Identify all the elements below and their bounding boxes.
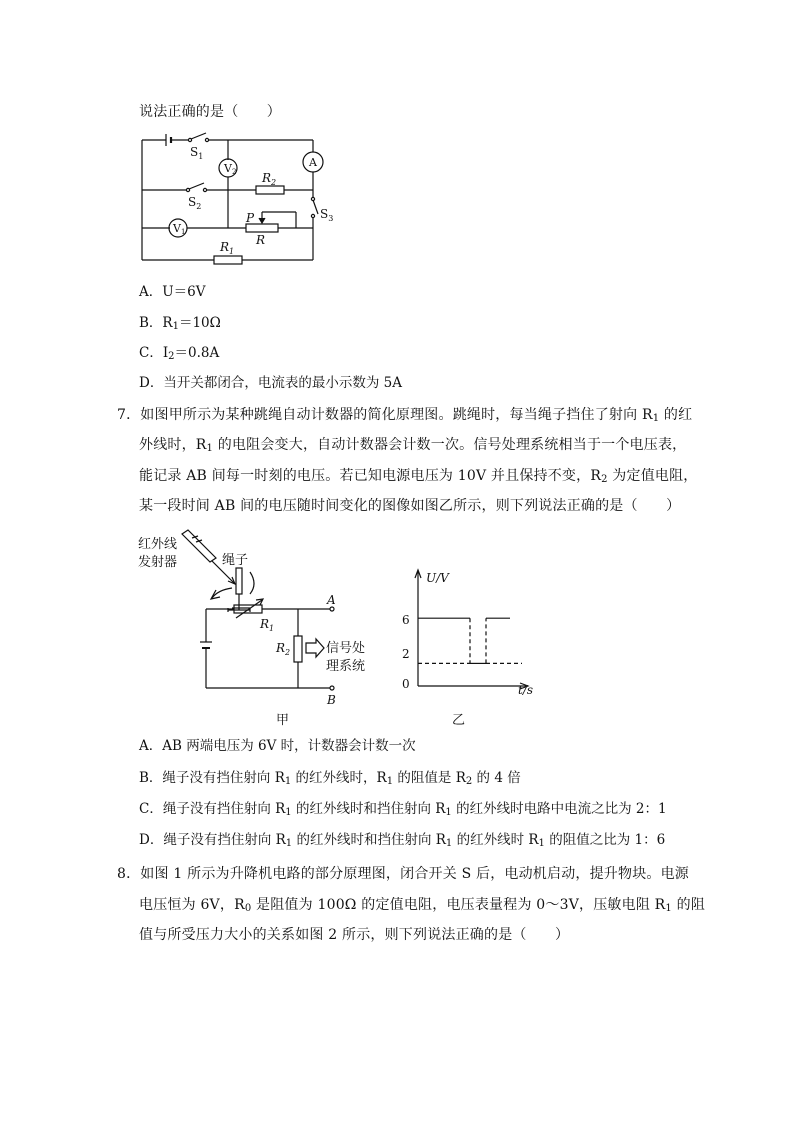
q6-option-a[interactable]: A．U＝6V (139, 284, 206, 300)
q6-s3-label: $S_3$ (320, 207, 334, 223)
q6-option-c[interactable]: C．$I_2=0.8A$ (139, 345, 220, 362)
q6-s2-label: $S_2$ (188, 195, 202, 211)
q6-r2-label: $R_2$ (262, 171, 277, 187)
q6-circuit-diagram (138, 132, 338, 262)
caption-jia: 甲 (276, 713, 290, 728)
tick-2: 2 (402, 647, 410, 661)
q6-option-d[interactable]: D．当开关都闭合，电流表的最小示数为 5A (139, 375, 402, 391)
yi-y-label: U/V (426, 571, 449, 585)
q7-option-d[interactable]: D．绳子没有挡住射向 $R_1$ 的红外线时和挡住射向 $R_1$ 的红外线时 $R_1$ 的阻值之比为 1：6 (139, 832, 666, 849)
jia-r1-label: $R_1$ (260, 617, 275, 633)
q7-line-3: 能记录 AB 间每一时刻的电压。若已知电源电压为 10V 并且保持不变，$R_2$ 为定值电阻， (139, 468, 698, 485)
q7-figure-yi (398, 566, 558, 726)
q6-s1-label: $S_1$ (190, 145, 204, 161)
tick-6: 6 (402, 613, 410, 627)
q7-line-2: 外线时，$R_1$ 的电阻会变大，自动计数器会计数一次。信号处理系统相当于一个电压表， (139, 437, 687, 454)
point-a-label: A (327, 593, 336, 607)
q8-line-1: 8．如图 1 所示为升降机电路的部分原理图，闭合开关 S 后，电动机启动，提升物块。电源 (117, 866, 690, 882)
q8-line-3: 值与所受压力大小的关系如图 2 所示，则下列说法正确的是（ ） (139, 927, 570, 943)
emitter-label-2: 发射器 (138, 555, 178, 570)
signal-label-2: 理系统 (326, 659, 366, 674)
q7-option-b[interactable]: B．绳子没有挡住射向 $R_1$ 的红外线时，$R_1$ 的阻值是 $R_2$ 的 4 倍 (139, 770, 521, 787)
q6-a-label: A (309, 156, 317, 169)
signal-label-1: 信号处 (326, 641, 366, 656)
q7-line-1: 7．如图甲所示为某种跳绳自动计数器的简化原理图。跳绳时，每当绳子挡住了射向 $R_1$ 的红 (117, 407, 693, 424)
q6-tail: 说法正确的是（ ） (139, 104, 281, 120)
q7-option-c[interactable]: C．绳子没有挡住射向 $R_1$ 的红外线时和挡住射向 $R_1$ 的红外线时电路中电流之比为 2：1 (139, 801, 667, 818)
q6-option-b[interactable]: B．$R_1=10\Omega$ (139, 315, 221, 332)
emitter-label-1: 红外线 (138, 537, 178, 552)
q6-v2-label: V2 (224, 162, 237, 176)
q7-line-4: 某一段时间 AB 间的电压随时间变化的图像如图乙所示，则下列说法正确的是（ ） (139, 498, 681, 514)
jia-r2-label: $R_2$ (276, 641, 291, 657)
q6-r-label: R (256, 233, 266, 247)
q6-r1-label: $R_1$ (220, 240, 235, 256)
caption-yi: 乙 (452, 713, 466, 728)
point-b-label: B (327, 693, 336, 707)
q7-figure-jia (136, 528, 376, 728)
tick-0: 0 (402, 677, 410, 691)
yi-x-label: t/s (518, 683, 534, 697)
q6-v1-label: V1 (173, 222, 186, 236)
q6-p-label: P (246, 211, 255, 225)
q7-option-a[interactable]: A．AB 两端电压为 6V 时，计数器会计数一次 (139, 738, 416, 754)
rope-label: 绳子 (222, 553, 249, 568)
q8-line-2: 电压恒为 6V，$R_0$ 是阻值为 100Ω 的定值电阻，电压表量程为 0～3V，压敏电阻 $R_1$ 的阻 (139, 897, 706, 914)
